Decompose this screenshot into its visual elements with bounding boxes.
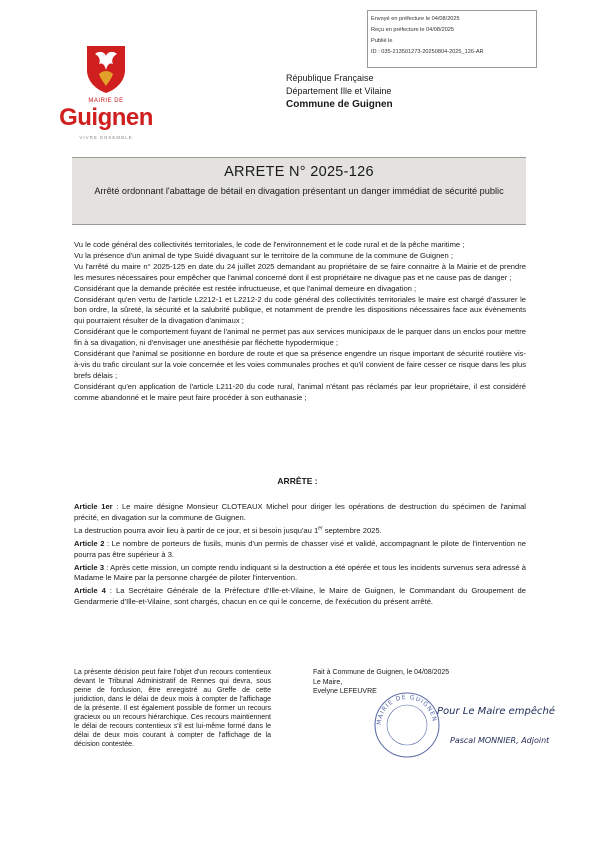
preamble-line: Considérant qu'en application de l'article L211-20 du code rural, l'animal n'étant pas réclamés par leur propriétaire, il est considéré comme abandonné et le maire peut faire procéder à son euthanasie ; [74,381,526,402]
article-1-note-text: La destruction pourra avoir lieu à partir de ce jour, et si besoin jusqu'au 1 [74,525,319,535]
article-4-text: : La Secrétaire Générale de la Préfecture d'Ille-et-Vilaine, le Maire de Guignen, le Commandant du Groupement de Gendarmerie d'Ille-et-Vilaine, sont chargés, chacun en ce qui le concerne, de l'exécution du présent arrêté. [74,586,527,607]
article-2-label: Article 2 [74,538,105,548]
mairie-round-stamp [372,690,442,760]
preamble-line: Considérant qu'en vertu de l'article L2212-1 et L2212-2 du code général des collectivités territoriales le maire est chargé d'assurer le bon ordre, la sûreté, la sécurité et la salubrité publique, et notamment de prendre les dispositions nécessaires face aux évènements qui pourraient résulter de la divagation d'animaux ; [74,294,526,326]
article-4 [74,586,526,608]
article-1-text: : Le maire désigne Monsieur CLOTEAUX Michel pour diriger les opérations de destruction du spécimen de l'animal précité, en divagation sur la commune de Guignen. [74,502,526,522]
header-republique: République Française [286,73,374,83]
article-1-note-sup: er [318,525,323,532]
preamble-line: Vu le code général des collectivités territoriales, le code de l'environnement et le code rural et de la pêche maritime ; [74,240,465,249]
handwritten-delegation: Pour Le Maire empêché [437,706,556,717]
article-2-text: : Le nombre de porteurs de fusils, munis d'un permis de chasser visé et validé, accompagnant le pilote de l'intervention ne pourra pas être supérieur à 3. [74,538,526,559]
signature-role: Le Maire, [313,678,343,686]
coat-of-arms-icon [85,44,127,94]
stamp-published: Publié le [371,38,393,44]
preamble [74,240,526,404]
logo-name: Guignen [59,104,153,131]
arrete-heading: ARRÊTE : [277,476,318,486]
logo-mairie-de: MAIRIE DE [88,98,124,104]
article-2 [74,539,526,561]
header-commune: Commune de Guignen [286,99,393,110]
round-stamp-text: MAIRIE DE GUIGNEN [375,693,438,726]
stamp-sent-date: Envoyé en préfecture le 04/08/2025 [371,16,460,22]
preamble-line: Considérant que le comportement fuyant de l'animal ne permet pas aux services municipaux de le parquer dans un enclos pour mettre fin à sa divagation, ni d'envisager une anesthésie par fléchette hypodermique ; [74,327,526,348]
article-1-label: Article 1er [74,502,113,511]
article-3-label: Article 3 [74,562,105,572]
signature-name: Evelyne LEFEUVRE [313,688,377,695]
appeal-notice [74,668,271,749]
arrete-subtitle: Arrêté ordonnant l'abattage de bétail en divagation présentant un danger immédiat de sécurité public [94,186,504,196]
logo-tagline: VIVRE ENSEMBLE [79,135,133,140]
signature-place-date: Fait à Commune de Guignen, le 04/08/2025 [313,669,450,676]
articles [74,502,526,610]
article-1-note-end: septembre 2025. [322,525,382,535]
article-3-text: : Après cette mission, un compte rendu indiquant si la destruction a été opérée et tous les incidents survenus sera adressé à Madame le Maire par la personne chargée de piloter l'intervention. [74,562,526,583]
handwritten-signatory: Pascal MONNIER, Adjoint [450,736,550,745]
preamble-line: Vu l'arrêté du maire n° 2025-125 en date du 24 juillet 2025 demandant au propriétaire de se faire connaitre à la Mairie et de prendre les mesures nécessaires pour empêcher que l'animal concerné dont il est propriétaire ne divague pas et ne cause pas de danger ; [74,261,526,282]
appeal-text: La présente décision peut faire l'objet d'un recours contentieux devant le Tribunal Administratif de Rennes qui devra, sous peine de forclusion, être enregistré au Greffe de cette juridiction, dans le délai de deux mois à compter de l'affichage de la présente. Il est également possible de former un recours gracieux ou un recours hiérarchique. Ces recours maintiennent le délai de recours contentieux s'il est lui-même formé dans le délai de deux mois courant à compter de l'affichage de la décision contestée. [74,669,271,748]
guignen-logo [50,40,162,150]
stamp-received-date: Reçu en préfecture le 04/08/2025 [371,27,455,33]
article-1-note [74,526,526,537]
svg-text:MAIRIE DE GUIGNEN [376,694,438,725]
article-1 [74,502,526,524]
article-3 [74,563,526,585]
preamble-line: Vu la présence d'un animal de type Suidé divaguant sur le territoire de la commune de la commune de Guignen ; [74,250,453,260]
header-departement: Département Ille et Vilaine [286,86,392,96]
document-header [286,72,393,111]
preamble-line: Considérant que l'animal se positionne en bordure de route et que sa présence engendre un risque important de sécurité routière vis-à-vis du trafic circulant sur la voie concernée et les voies communales proches et qu'il convient de faire cesser ce risque dans les plus brefs délais ; [74,349,526,380]
preamble-line: Considérant que la demande précitée est restée infructueuse, et que l'animal demeure en divagation ; [74,283,417,293]
prefecture-transmission-stamp [367,10,537,68]
title-box [72,157,526,225]
article-4-label: Article 4 [74,586,106,596]
stamp-id: ID : 035-213501273-20250804-2025_126-AR [371,49,484,55]
arrete-number: ARRETE N° 2025-126 [224,164,374,180]
